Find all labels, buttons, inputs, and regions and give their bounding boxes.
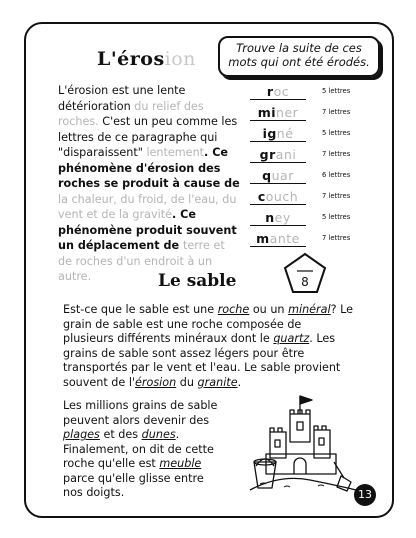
- word-faded: uar: [271, 168, 294, 183]
- word-item: [250, 126, 380, 146]
- word-faded: ner: [276, 105, 299, 120]
- keyword-granite: granite: [197, 375, 238, 389]
- word-start: q: [262, 168, 272, 183]
- letter-count: 7 lettres: [322, 234, 351, 242]
- word-faded: oc: [273, 84, 290, 99]
- letter-count: 7 lettres: [322, 150, 351, 158]
- keyword-plages: plages: [63, 428, 100, 441]
- word-faded: né: [276, 126, 294, 141]
- word-item: [250, 147, 380, 167]
- pentagon-icon: [283, 252, 327, 294]
- para1-faded: la chaleur, du froid, de l'eau, du vent et de la gravité: [58, 192, 237, 221]
- word-start: ig: [262, 126, 277, 141]
- keyword-roche: roche: [217, 303, 250, 316]
- para1-faded: lentement: [146, 146, 205, 159]
- para1-faded: terre et de roches d'un endroit à un autre.: [58, 239, 225, 283]
- para2-text: ? Le grain de sable est une roche composée de plusieurs différents minéraux dont le: [63, 303, 354, 345]
- title-visible: L'éros: [97, 48, 165, 70]
- para1-text: . Ce phénomène produit souvent un déplacement de: [58, 208, 237, 252]
- word-item: [250, 210, 380, 230]
- para3-text: parce qu'elle glisse entre nos doigts.: [63, 471, 204, 499]
- word-item: [250, 105, 380, 125]
- word-item: [250, 189, 380, 209]
- section-title-sable: Le sable: [158, 271, 237, 291]
- sable-paragraph-1: [63, 303, 355, 390]
- word-start: gr: [259, 147, 276, 162]
- word-item: [250, 168, 380, 188]
- pentagon-badge: [283, 252, 327, 294]
- word-faded: ouch: [265, 189, 299, 204]
- keyword-meuble: meuble: [159, 457, 202, 470]
- word-blank[interactable]: [250, 84, 306, 100]
- pentagon-number: 8: [301, 275, 309, 289]
- letter-count: 5 lettres: [322, 87, 351, 95]
- word-start: r: [266, 84, 274, 99]
- keyword-mineral: minéral: [288, 303, 331, 316]
- word-start: m: [256, 231, 270, 246]
- keyword-dunes: dunes: [141, 428, 176, 441]
- page-title: [97, 48, 196, 70]
- letter-count: 6 lettres: [322, 171, 351, 179]
- para1-faded: du relief des roches.: [58, 99, 204, 128]
- word-start: mi: [257, 105, 277, 120]
- sable-paragraph-2: [63, 399, 223, 501]
- para2-text: . Les grains de sable sont assez légers pour être transportés par le vent et l'eau. Le sable provient souvent de l': [63, 332, 341, 389]
- para2-text: .: [237, 375, 242, 389]
- keyword-quartz: quartz: [273, 332, 310, 345]
- word-faded: ani: [275, 147, 297, 162]
- word-start: c: [257, 189, 266, 204]
- word-item: [250, 231, 380, 251]
- para1-text: L'érosion est une lente détérioration: [58, 84, 186, 113]
- word-blank[interactable]: [250, 231, 306, 247]
- word-item: [250, 84, 380, 104]
- para1-text: C'est un peu comme les lettres de ce paragraphe qui "disparaissent": [58, 115, 238, 159]
- callout-line-1: Trouve la suite de ces: [236, 41, 362, 55]
- erosion-paragraph: [58, 83, 242, 285]
- word-blank[interactable]: [250, 189, 306, 205]
- letter-count: 7 lettres: [322, 192, 351, 200]
- word-blank[interactable]: [250, 168, 306, 184]
- para2-text: du: [176, 375, 198, 389]
- word-faded: ante: [269, 231, 300, 246]
- word-start: n: [265, 210, 275, 225]
- word-blank[interactable]: [250, 105, 306, 121]
- keyword-erosion: érosion: [135, 375, 177, 389]
- para1-text: . Ce phénomène d'érosion des roches se produit à cause de: [58, 146, 240, 190]
- para2-text: ou un: [249, 303, 289, 316]
- title-faded: ion: [164, 48, 196, 70]
- para3-text: Les millions grains de sable peuvent alors devenir des: [63, 399, 218, 427]
- sandcastle-illustration: [248, 392, 358, 497]
- page-number-badge: 13: [354, 484, 376, 506]
- word-blank[interactable]: [250, 210, 306, 226]
- para3-text: . Finalement, on dit de cette roche qu'elle est: [63, 428, 214, 470]
- para2-text: Est-ce que le sable est une: [63, 303, 218, 316]
- letter-count: 7 lettres: [322, 108, 351, 116]
- word-blank[interactable]: [250, 147, 306, 163]
- word-faded: ey: [274, 210, 291, 225]
- callout-line-2: mots qui ont été érodés.: [228, 55, 370, 69]
- para3-text: et des: [99, 428, 142, 441]
- instruction-callout: [218, 36, 380, 77]
- letter-count: 5 lettres: [322, 129, 351, 137]
- word-blank[interactable]: [250, 126, 306, 142]
- letter-count: 5 lettres: [322, 213, 351, 221]
